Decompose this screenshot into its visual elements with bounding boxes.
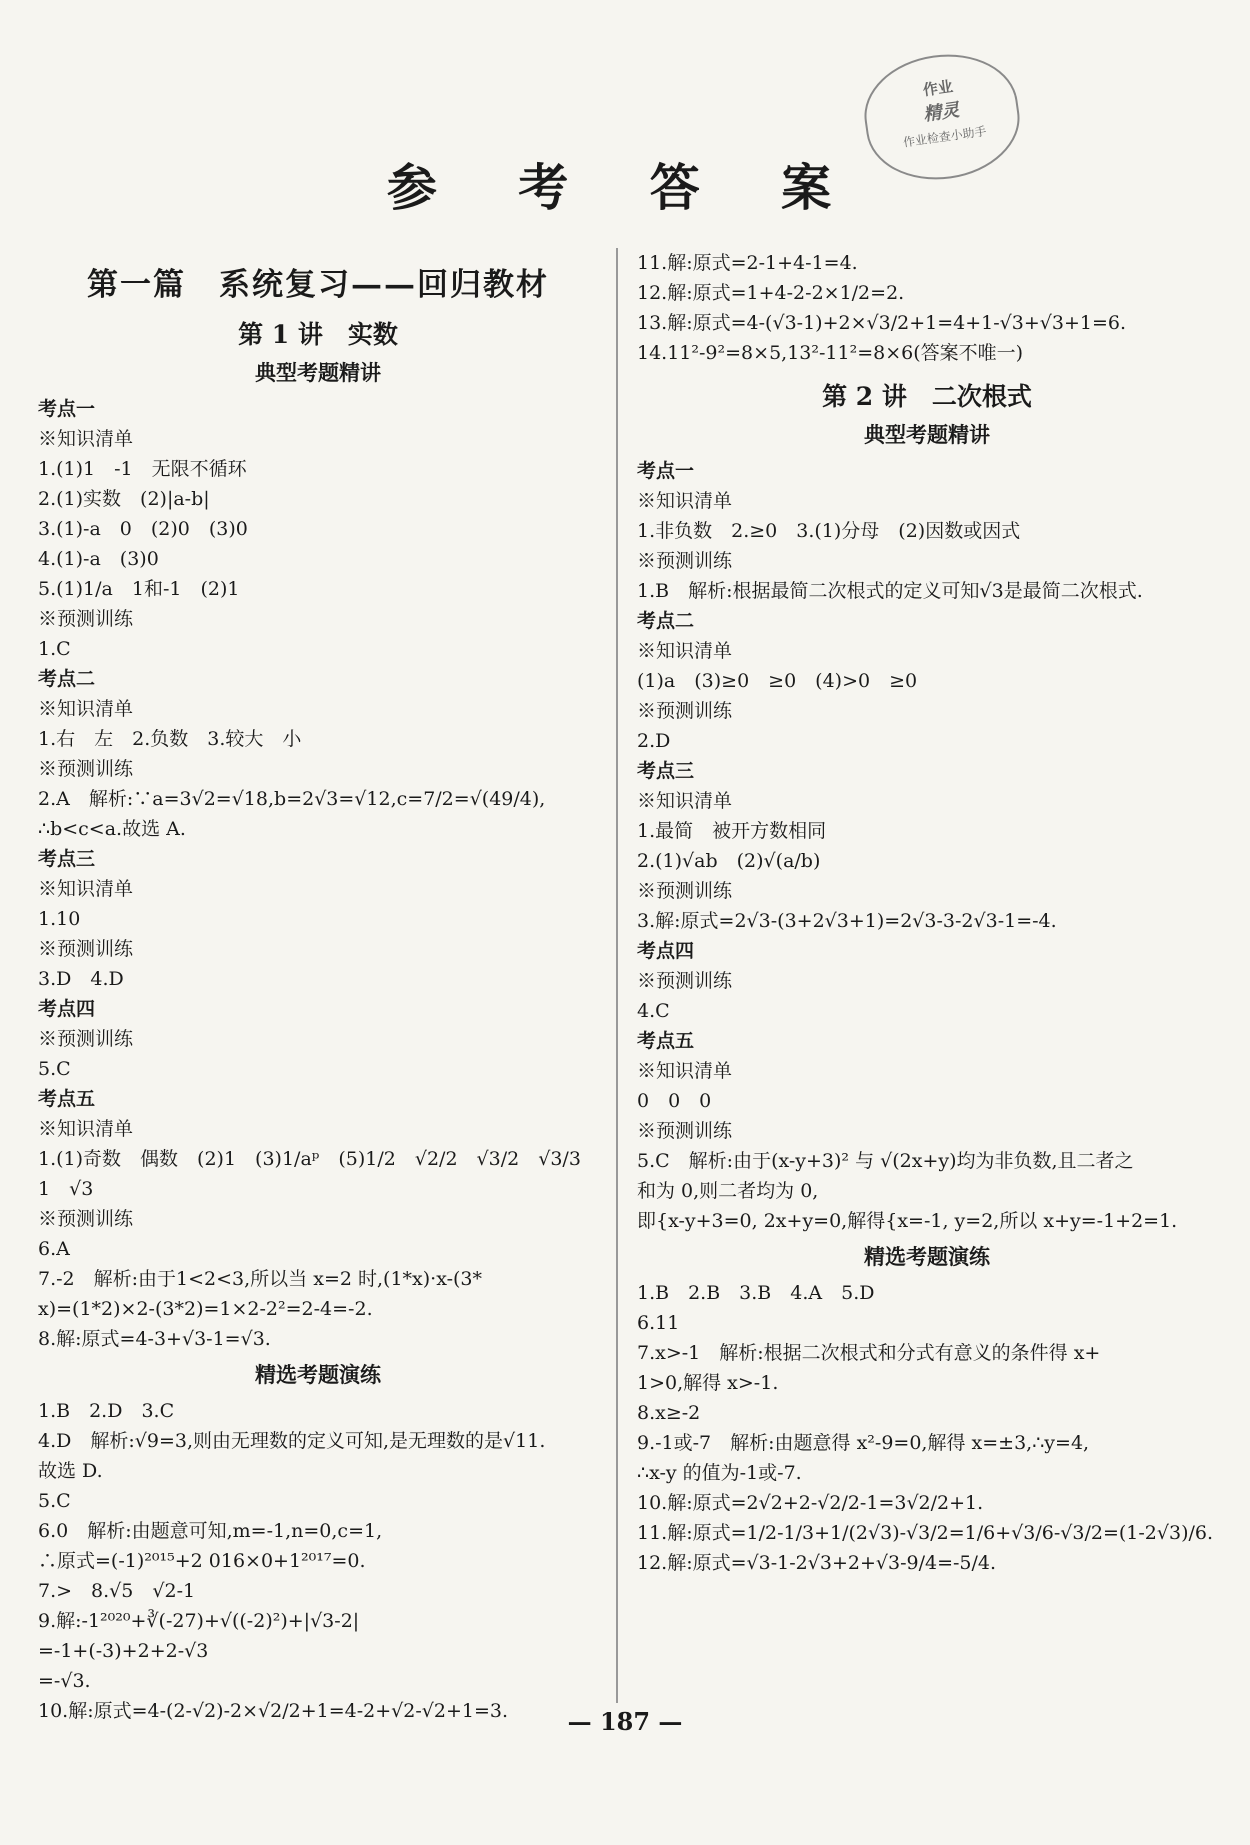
section-title: 精选考题演练 — [864, 1244, 990, 1269]
answer-list — [637, 1278, 1217, 1578]
lesson-title: 第 2 讲 二次根式 — [822, 382, 1032, 411]
answer-line: 即{x-y+3=0, 2x+y=0,解得{x=-1, y=2,所以 x+y=-1+2=1. — [637, 1210, 1178, 1232]
stamp-line-2: 精灵 — [922, 99, 961, 126]
answer-line: 6.0 解析:由题意可知,m=-1,n=0,c=1, — [38, 1520, 383, 1542]
answer-line: 1.(1)1 -1 无限不循环 — [38, 458, 247, 480]
answer-line: 1.B 2.B 3.B 4.A 5.D — [637, 1282, 875, 1304]
answer-line: ※预测训练 — [637, 700, 733, 722]
point-heading: 考点五 — [38, 1088, 96, 1110]
answer-line: 1.右 左 2.负数 3.较大 小 — [38, 728, 302, 750]
answer-line: ※知识清单 — [637, 1060, 733, 1082]
answer-line: =-√3. — [38, 1670, 91, 1692]
answer-line: 1.B 2.D 3.C — [38, 1400, 175, 1422]
point-heading: 考点二 — [637, 610, 695, 632]
answer-line: ∴b<c<a.故选 A. — [38, 818, 186, 840]
answer-line: 2.A 解析:∵a=3√2=√18,b=2√3=√12,c=7/2=√(49/4), — [38, 788, 546, 810]
answer-line: ※预测训练 — [38, 938, 134, 960]
point-heading: 考点三 — [637, 760, 695, 782]
answer-line: ※知识清单 — [637, 640, 733, 662]
answer-line: 6.A — [38, 1238, 70, 1260]
stamp-line-3: 作业检查小助手 — [902, 124, 988, 150]
answer-line: =-1+(-3)+2+2-√3 — [38, 1640, 209, 1662]
answer-line: 7.x>-1 解析:根据二次根式和分式有意义的条件得 x+ — [637, 1342, 1101, 1364]
answer-line: 13.解:原式=4-(√3-1)+2×√3/2+1=4+1-√3+√3+1=6. — [637, 312, 1126, 334]
answer-line: ※预测训练 — [38, 758, 134, 780]
answer-line: 1>0,解得 x>-1. — [637, 1372, 779, 1394]
answer-line: 7.-2 解析:由于1<2<3,所以当 x=2 时,(1*x)·x-(3* — [38, 1268, 482, 1290]
answer-line: 3.解:原式=2√3-(3+2√3+1)=2√3-3-2√3-1=-4. — [637, 910, 1057, 932]
answer-line: 1.(1)奇数 偶数 (2)1 (3)1/aᵖ (5)1/2 √2/2 √3/2 √3/3 1 √3 — [38, 1148, 600, 1200]
answer-list — [637, 248, 1217, 368]
answer-line: 0 0 0 — [637, 1090, 712, 1112]
right-column — [637, 248, 1217, 1578]
answer-line: 1.非负数 2.≥0 3.(1)分母 (2)因数或因式 — [637, 520, 1021, 542]
answer-line: 7.> 8.√5 √2-1 — [38, 1580, 196, 1602]
answer-line: 12.解:原式=√3-1-2√3+2+√3-9/4=-5/4. — [637, 1552, 997, 1574]
answer-line: ※知识清单 — [637, 790, 733, 812]
answer-line: 11.解:原式=2-1+4-1=4. — [637, 252, 858, 274]
point-heading: 考点五 — [637, 1030, 695, 1052]
answer-line: 14.11²-9²=8×5,13²-11²=8×6(答案不唯一) — [637, 342, 1024, 364]
answer-line: 9.-1或-7 解析:由题意得 x²-9=0,解得 x=±3,∴y=4, — [637, 1432, 1090, 1454]
answer-line: 1.最简 被开方数相同 — [637, 820, 827, 842]
column-divider — [616, 248, 618, 1703]
point-heading: 考点四 — [637, 940, 695, 962]
answer-line: 5.C 解析:由于(x-y+3)² 与 √(2x+y)均为非负数,且二者之 — [637, 1150, 1134, 1172]
answer-line: 5.(1)1/a 1和-1 (2)1 — [38, 578, 240, 600]
answer-line: ※预测训练 — [38, 608, 134, 630]
lesson-title: 第 1 讲 实数 — [238, 320, 398, 349]
section-title: 精选考题演练 — [255, 1362, 381, 1387]
answer-line: 4.C — [637, 1000, 670, 1022]
answer-list — [637, 456, 1217, 1236]
answer-line: ※预测训练 — [637, 1120, 733, 1142]
answer-line: ※知识清单 — [637, 490, 733, 512]
answer-line: 10.解:原式=4-(2-√2)-2×√2/2+1=4-2+√2-√2+1=3. — [38, 1700, 508, 1722]
answer-line: 1.C — [38, 638, 71, 660]
answer-line: 8.解:原式=4-3+√3-1=√3. — [38, 1328, 271, 1350]
point-heading: 考点一 — [38, 398, 96, 420]
answer-line: ※知识清单 — [38, 698, 134, 720]
answer-line: ※预测训练 — [38, 1028, 134, 1050]
point-heading: 考点二 — [38, 668, 96, 690]
answer-line: 和为 0,则二者均为 0, — [637, 1180, 819, 1202]
answer-line: 2.(1)√ab (2)√(a/b) — [637, 850, 821, 872]
answer-line: 9.解:-1²⁰²⁰+∛(-27)+√((-2)²)+|√3-2| — [38, 1610, 360, 1632]
answer-line: ※预测训练 — [637, 880, 733, 902]
point-heading: 考点三 — [38, 848, 96, 870]
answer-line: ※预测训练 — [38, 1208, 134, 1230]
answer-line: ※预测训练 — [637, 970, 733, 992]
answer-line: ※知识清单 — [38, 428, 134, 450]
answer-line: 4.(1)-a (3)0 — [38, 548, 159, 570]
point-heading: 考点一 — [637, 460, 695, 482]
answer-line: 11.解:原式=1/2-1/3+1/(2√3)-√3/2=1/6+√3/6-√3/2=(1-2√3)/6. — [637, 1522, 1214, 1544]
section-title: 典型考题精讲 — [864, 422, 990, 447]
answer-line: 2.(1)实数 (2)|a-b| — [38, 488, 210, 510]
answer-line: (1)a (3)≥0 ≥0 (4)>0 ≥0 — [637, 670, 918, 692]
answer-line: 5.C — [38, 1058, 71, 1080]
answer-line: ∴x-y 的值为-1或-7. — [637, 1462, 802, 1484]
point-heading: 考点四 — [38, 998, 96, 1020]
answer-line: 6.11 — [637, 1312, 680, 1334]
answer-line: 10.解:原式=2√2+2-√2/2-1=3√2/2+1. — [637, 1492, 984, 1514]
section-title: 典型考题精讲 — [255, 360, 381, 385]
answer-line: 12.解:原式=1+4-2-2×1/2=2. — [637, 282, 905, 304]
page-number: — 187 — — [567, 1707, 683, 1736]
answer-line: x)=(1*2)×2-(3*2)=1×2-2²=2-4=-2. — [38, 1298, 373, 1320]
answer-line: 5.C — [38, 1490, 71, 1512]
left-column — [38, 262, 598, 1726]
answer-line: ※知识清单 — [38, 878, 134, 900]
answer-line: 1.10 — [38, 908, 81, 930]
answer-line: 3.(1)-a 0 (2)0 (3)0 — [38, 518, 248, 540]
answer-list — [38, 1396, 598, 1726]
answer-line: 2.D — [637, 730, 671, 752]
answer-line: 8.x≥-2 — [637, 1402, 701, 1424]
answer-line: 1.B 解析:根据最简二次根式的定义可知√3是最简二次根式. — [637, 580, 1143, 602]
answer-list — [38, 394, 598, 1354]
answer-line: 故选 D. — [38, 1460, 103, 1482]
page-title: 参 考 答 案 — [386, 158, 864, 217]
stamp-line-1: 作业 — [921, 77, 955, 100]
answer-line: ※预测训练 — [637, 550, 733, 572]
answer-line: ∴原式=(-1)²⁰¹⁵+2 016×0+1²⁰¹⁷=0. — [38, 1550, 366, 1572]
answer-line: 3.D 4.D — [38, 968, 124, 990]
answer-line: 4.D 解析:√9=3,则由无理数的定义可知,是无理数的是√11. — [38, 1430, 546, 1452]
part-title: 第一篇 系统复习——回归教材 — [87, 267, 549, 303]
answer-line: ※知识清单 — [38, 1118, 134, 1140]
